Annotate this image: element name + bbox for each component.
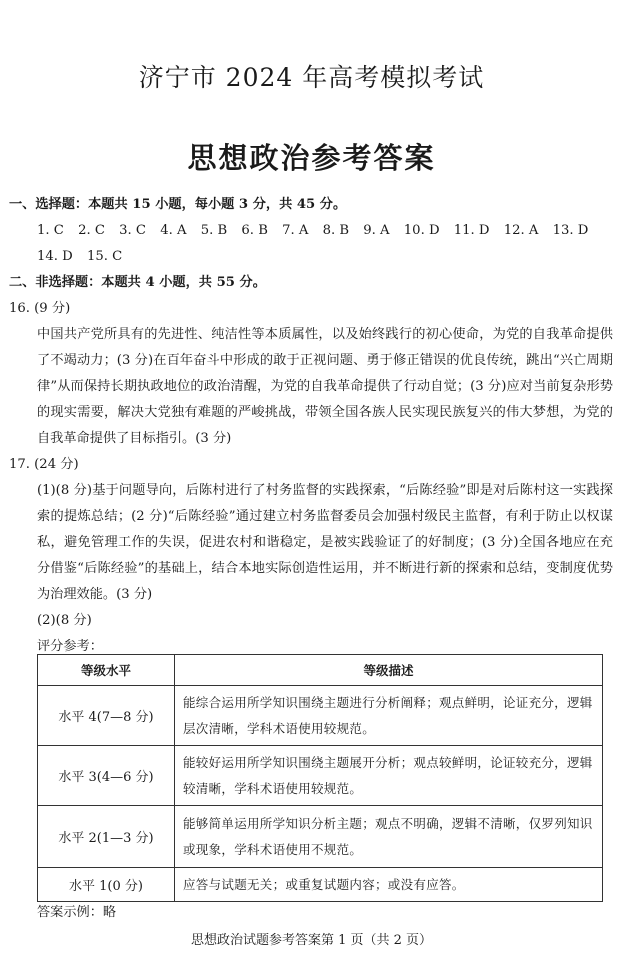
table-row	[38, 868, 603, 902]
answer-item: 1. C	[37, 223, 64, 238]
page-footer: 思想政治试题参考答案第 1 页（共 2 页）	[190, 933, 433, 948]
table-row	[38, 686, 603, 746]
description-cell: 能综合运用所学知识围绕主题进行分析阐释；观点鲜明，论证充分，逻辑层次清晰，学科术语使用较规范。	[175, 686, 603, 746]
answer-item: 9. A	[363, 223, 390, 238]
answers-line-1	[9, 218, 613, 244]
exam-title: 济宁市 2024 年高考模拟考试	[138, 63, 485, 92]
answer-item: 6. B	[241, 223, 268, 238]
level-cell: 水平 4(7—8 分)	[38, 686, 175, 746]
q17-label: 17. (24 分)	[9, 457, 79, 472]
answer-item: 4. A	[160, 223, 187, 238]
level-cell: 水平 2(1—3 分)	[38, 806, 175, 868]
grading-table-header	[38, 655, 603, 686]
answer-item: 11. D	[453, 223, 490, 238]
q17-part2-label: (2)(8 分)	[37, 613, 92, 628]
answer-item: 7. A	[282, 223, 309, 238]
answer-item: 8. B	[322, 223, 350, 238]
table-row	[38, 746, 603, 806]
answer-item: 5. B	[200, 223, 228, 238]
answer-item: 14. D	[37, 249, 73, 264]
q17-part1-answer: (1)(8 分)基于问题导向，后陈村进行了村务监督的实践探索，“后陈经验”即是对后陈村这一实践探索的提炼总结；(2 分)“后陈经验”通过建立村务监督委员会加强村级民主监督，有利于防止以权谋私，避免管理工作的失误，促进农村和谐稳定，是被实践验证了的好制度；(3 分)全国各地应在充分借鉴“后陈经验”的基础上，结合本地实际创造性运用，并不断进行新的探索和总结，变制度优势为治理效能。(3 分)	[37, 483, 613, 602]
grading-table	[37, 654, 603, 902]
answer-item: 2. C	[78, 223, 105, 238]
q16-label: 16. (9 分)	[9, 301, 71, 316]
q16-answer: 中国共产党所具有的先进性、纯洁性等本质属性，以及始终践行的初心使命，为党的自我革命提供了不竭动力；(3 分)在百年奋斗中形成的敢于正视问题、勇于修正错误的优良传统，跳出“兴亡周期律”从而保持长期执政地位的政治清醒，为党的自我革命提供了行动自觉；(3 分)应对当前复杂形势的现实需要，解决大党独有难题的严峻挑战，带领全国各族人民实现民族复兴的伟大梦想，为党的自我革命提供了目标指引。(3 分)	[37, 327, 613, 446]
level-cell: 水平 1(0 分)	[38, 868, 175, 902]
answer-key-title: 思想政治参考答案	[187, 141, 436, 175]
answer-item: 3. C	[119, 223, 147, 238]
answer-content	[9, 192, 613, 660]
table-row	[38, 806, 603, 868]
answer-item: 13. D	[552, 223, 589, 238]
answer-example: 答案示例：略	[37, 905, 117, 920]
level-cell: 水平 3(4—6 分)	[38, 746, 175, 806]
answer-item: 10. D	[403, 223, 440, 238]
answer-item: 15. C	[86, 249, 123, 264]
description-cell: 应答与试题无关；或重复试题内容；或没有应答。	[175, 868, 603, 902]
answer-item: 12. A	[503, 223, 539, 238]
level-column-header: 等级水平	[38, 655, 175, 686]
answers-line-2	[9, 244, 613, 270]
description-cell: 能较好运用所学知识围绕主题展开分析；观点较鲜明，论证较充分，逻辑较清晰，学科术语使用较规范。	[175, 746, 603, 806]
description-cell: 能够简单运用所学知识分析主题；观点不明确，逻辑不清晰，仅罗列知识或现象，学科术语使用不规范。	[175, 806, 603, 868]
section1-heading: 一、选择题：本题共 15 小题，每小题 3 分，共 45 分。	[9, 197, 347, 212]
section2-heading: 二、非选择题：本题共 4 小题，共 55 分。	[9, 275, 266, 290]
description-column-header: 等级描述	[175, 655, 603, 686]
scoring-reference-label: 评分参考：	[37, 639, 103, 654]
